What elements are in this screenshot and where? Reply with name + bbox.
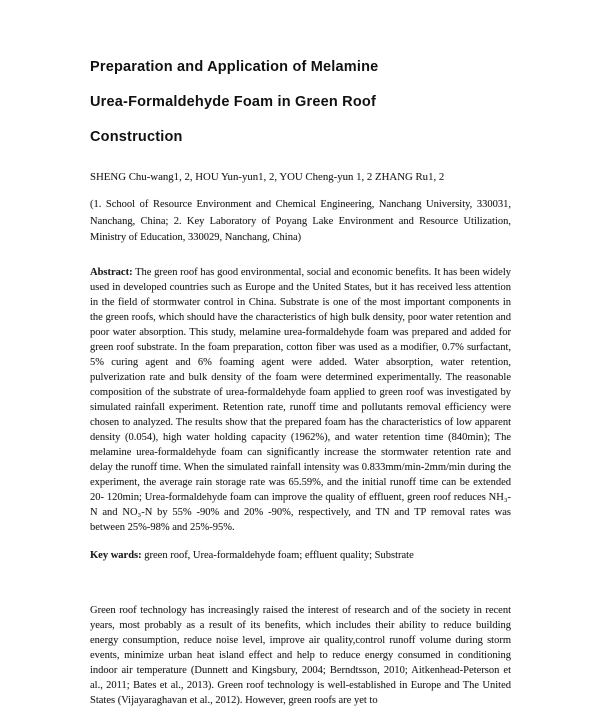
authors-line: SHENG Chu-wang1, 2, HOU Yun-yun1, 2, YOU Cheng-yun 1, 2 ZHANG Ru1, 2 [90, 171, 445, 183]
keywords-label: Key wards: [90, 549, 142, 561]
paper-title [90, 50, 511, 155]
body-paragraph: Green roof technology has increasingly raised the interest of research and of the society in recent years, most probably as a result of its benefits, which includes their ability to reduce building energy consumption, reduce noise level, improve air quality,control runoff volume during storm events, minimize urban heat island effect and help to reduce energy consumed in conditioning indoor air temperature (Dunnett and Kingsbury, 2004; Berndtsson, 2010; Aitkenhead-Peterson et al., 2011; Bates et al., 2013). Green roof technology is well-established in Europe and The United States (Vijayaraghavan et al., 2012). However, green roofs are yet to [90, 604, 511, 706]
paper-title-line-2: Urea-Formaldehyde Foam in Green Roof [90, 94, 376, 110]
paper-title-line-3: Construction [90, 129, 183, 145]
keywords-line [90, 548, 511, 563]
affiliation: (1. School of Resource Environment and Chemical Engineering, Nanchang University, 330031, Nanchang, China; 2. Key Laboratory of Poyang Lake Environment and Resource Utilization, Ministry of Education, 330029, Nanchang, China) [90, 199, 511, 243]
abstract-paragraph [90, 265, 511, 535]
abstract-text: The green roof has good environmental, social and economic benefits. It has been widely used in developed countries such as Europe and the United States, but it has received less attention in the field of stormwater control in China. Substrate is one of the most important components in the green roofs, which should have the characteristics of high bulk density, poor water retention and poor water absorption. This study, melamine urea-formaldehyde foam was prepared and added for green roof substrate. In the foam preparation, cotton fiber was used as a modifier, 0.7% surfactant, 5% curing agent and 6% foaming agent were added. Water absorption, water retention, pulverization rate and bulk density of the foam were determined experimentally. The reasonable composition of the substrate of urea-formaldehyde foam applied to green roof was investigated by simulated rainfall experiment. Retention rate, runoff time and pollutants removal efficiency were chosen to analyzed. The results show that the prepared foam has the characteristics of low apparent density (0.054), high water holding capacity (1962%), and water retention time (840min); The melamine urea-formaldehyde foam can significantly increase the stormwater retention rate and delay the runoff time. When the simulated rainfall intensity was 0.833mm/min-2mm/min during the experiment, the average rain storage rate was 65.59%, and the initial runoff time can be extended 20- 120min; Urea-formaldehyde foam can improve the quality of effluent, green roof reduces NH₃-N and NO₃-N by 55% -90% and 20% -90%, respectively, and TN and TP removal rates was between 25%-98% and 25%-95%. [90, 266, 511, 533]
page-content [90, 50, 511, 708]
abstract-label: Abstract: [90, 266, 133, 278]
paper-title-line-1: Preparation and Application of Melamine [90, 59, 379, 75]
keywords-text: green roof, Urea-formaldehyde foam; effluent quality; Substrate [141, 549, 414, 561]
